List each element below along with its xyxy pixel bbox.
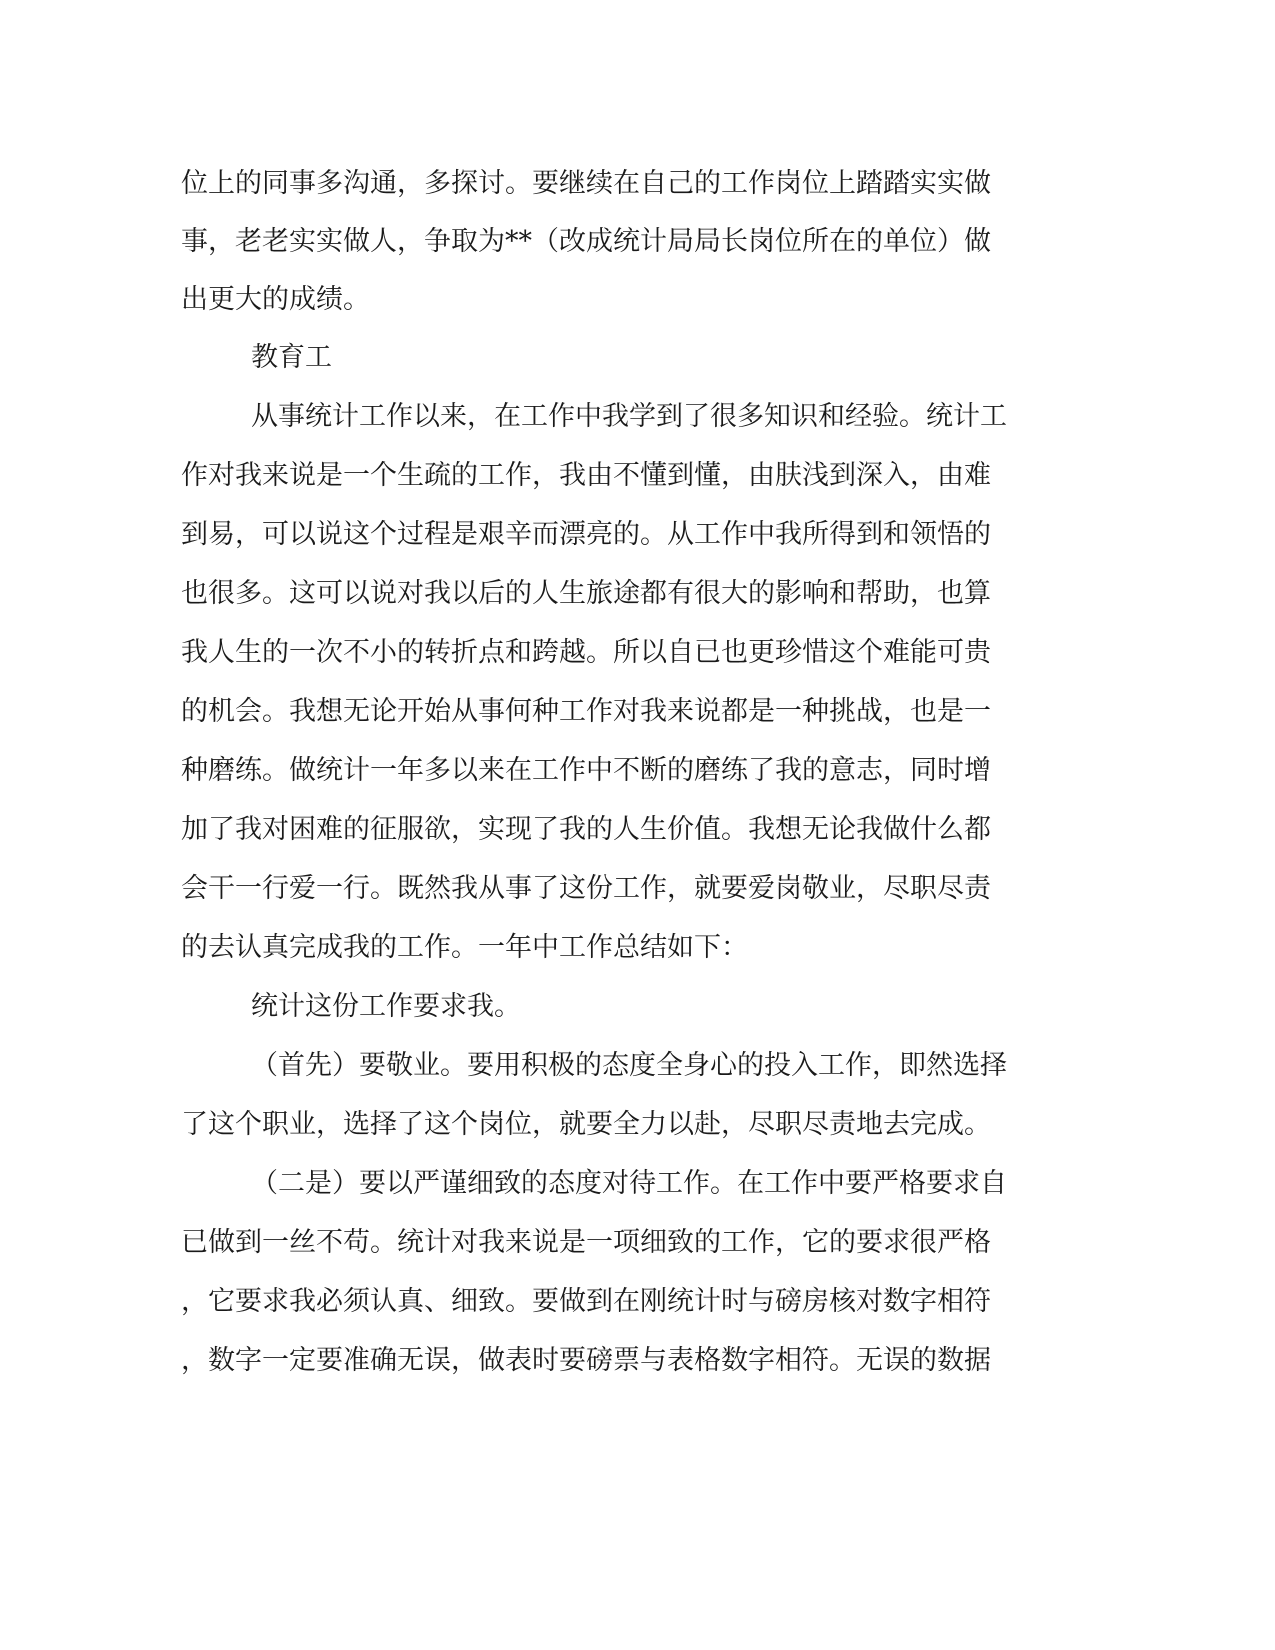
body-text-line: 的机会。我想无论开始从事何种工作对我来说都是一种挑战，也是一 <box>181 696 991 727</box>
body-text-line: 会干一行爱一行。既然我从事了这份工作，就要爱岗敬业，尽职尽责 <box>181 873 991 904</box>
body-text-line: 位上的同事多沟通，多探讨。要继续在自己的工作岗位上踏踏实实做 <box>181 168 991 199</box>
body-text-line: 出更大的成绩。 <box>181 284 370 315</box>
body-text-line: 加了我对困难的征服欲，实现了我的人生价值。我想无论我做什么都 <box>181 814 991 845</box>
body-text-line: 统计这份工作要求我。 <box>251 991 521 1022</box>
body-text-line: 我人生的一次不小的转折点和跨越。所以自已也更珍惜这个难能可贵 <box>181 637 991 668</box>
body-text-line: 到易，可以说这个过程是艰辛而漂亮的。从工作中我所得到和领悟的 <box>181 519 991 550</box>
body-text-line: 已做到一丝不苟。统计对我来说是一项细致的工作，它的要求很严格 <box>181 1227 991 1258</box>
body-text-line: 事，老老实实做人，争取为**（改成统计局局长岗位所在的单位）做 <box>181 226 991 257</box>
body-text-line: 也很多。这可以说对我以后的人生旅途都有很大的影响和帮助，也算 <box>181 578 991 609</box>
body-text-line: （首先）要敬业。要用积极的态度全身心的投入工作，即然选择 <box>251 1050 1007 1081</box>
body-text-line: ，数字一定要准确无误，做表时要磅票与表格数字相符。无误的数据 <box>181 1345 991 1376</box>
body-text-line: 的去认真完成我的工作。一年中工作总结如下： <box>181 932 748 963</box>
body-text-line: （二是）要以严谨细致的态度对待工作。在工作中要严格要求自 <box>251 1168 1007 1199</box>
section-heading: 教育工 <box>251 342 332 373</box>
body-text-line: 作对我来说是一个生疏的工作，我由不懂到懂，由肤浅到深入，由难 <box>181 460 991 491</box>
body-text-line: 种磨练。做统计一年多以来在工作中不断的磨练了我的意志，同时增 <box>181 755 991 786</box>
body-text-line: ，它要求我必须认真、细致。要做到在刚统计时与磅房核对数字相符 <box>181 1286 991 1317</box>
body-text-line: 从事统计工作以来，在工作中我学到了很多知识和经验。统计工 <box>251 401 1007 432</box>
body-text-line: 了这个职业，选择了这个岗位，就要全力以赴，尽职尽责地去完成。 <box>181 1109 991 1140</box>
